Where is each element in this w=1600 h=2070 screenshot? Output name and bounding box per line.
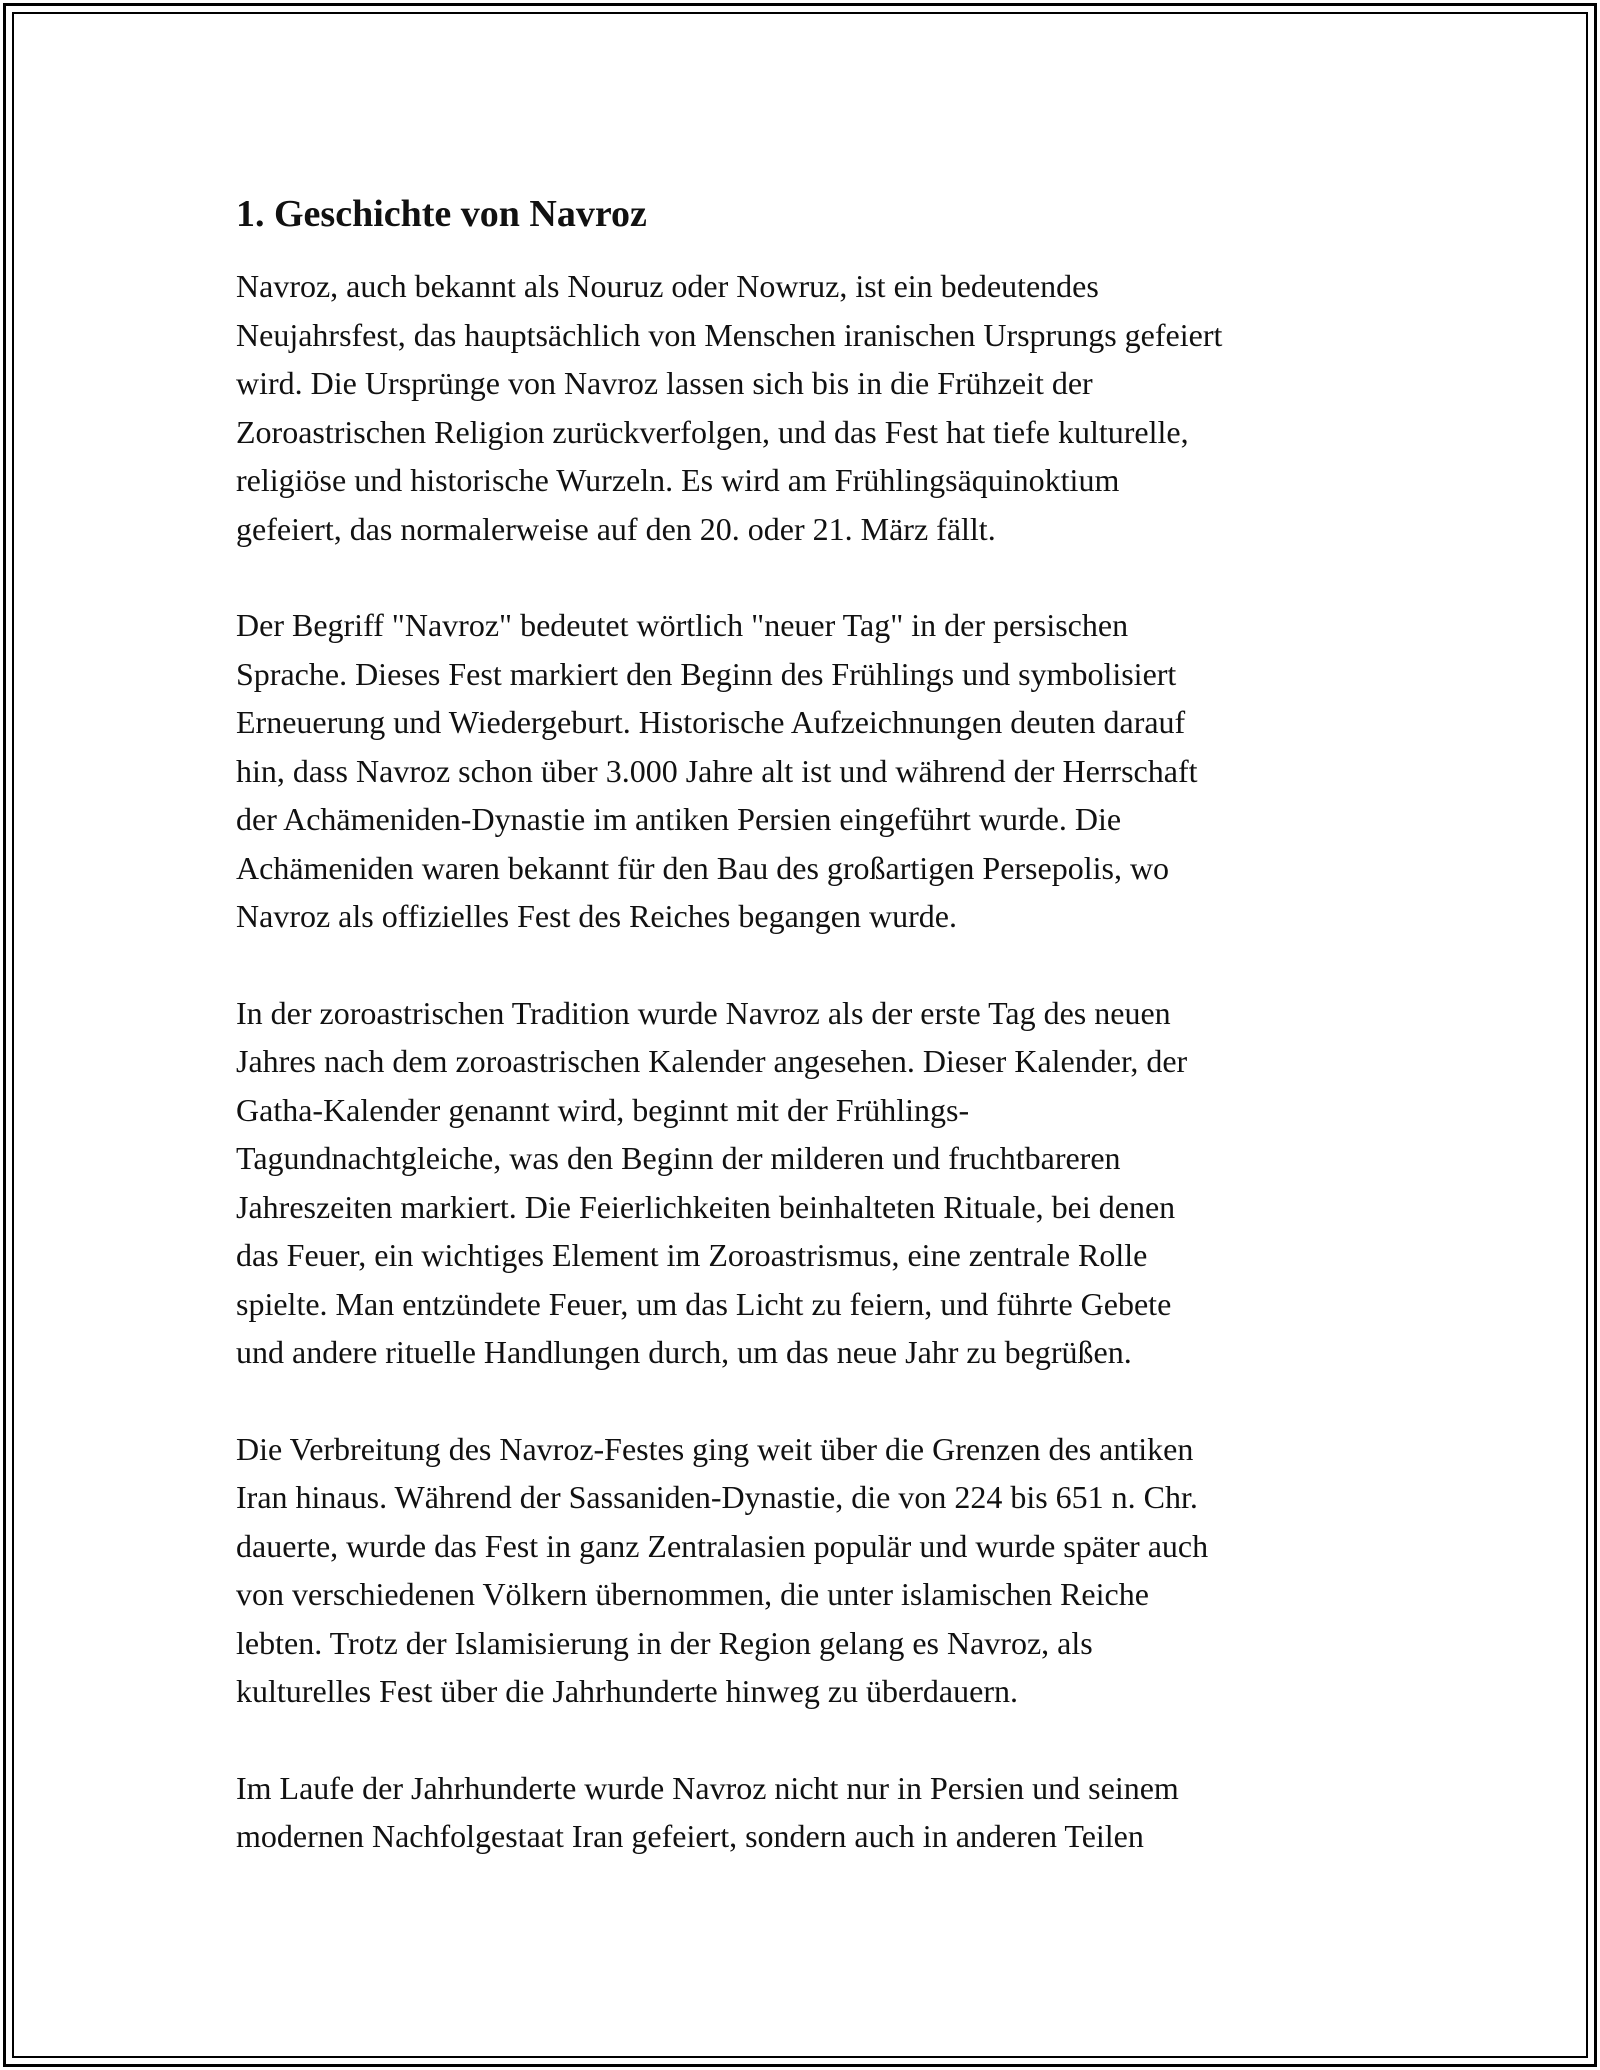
paragraph-centuries: Im Laufe der Jahrhunderte wurde Navroz nicht nur in Persien und seinem modernen Nachfolgestaat Iran gefeiert, sondern auch in anderen Teilen bbox=[236, 1769, 1179, 1854]
paragraph-meaning: Der Begriff "Navroz" bedeutet wörtlich "neuer Tag" in der persischen Sprache. Dieses Fest markiert den Beginn des Frühlings und symbolisiert Erneuerung und Wiedergeburt. Historische Aufzeichnungen deuten darauf hin, dass Navroz schon über 3.000 Jahre alt ist und während der Herrschaft der Achämeniden-Dynastie im antiken Persien eingeführt wurde. Die Achämeniden waren bekannt für den Bau des großartigen Persepolis, wo Navroz als offizielles Fest des Reiches begangen wurde. bbox=[236, 607, 1198, 934]
paragraph-spread: Die Verbreitung des Navroz-Festes ging weit über die Grenzen des antiken Iran hinaus. Während der Sassaniden-Dynastie, die von 224 bis 651 n. Chr. dauerte, wurde das Fest in ganz Zentralasien populär und wurde später auch von verschiedenen Völkern übernommen, die unter islamischen Reiche lebten. Trotz der Islamisierung in der Region gelang es Navroz, als kulturelles Fest über die Jahrhunderte hinweg zu überdauern. bbox=[236, 1430, 1209, 1709]
paragraph-origins: Navroz, auch bekannt als Nouruz oder Nowruz, ist ein bedeutendes Neujahrsfest, das hauptsächlich von Menschen iranischen Ursprungs gefeiert wird. Die Ursprünge von Navroz lassen sich bis in die Frühzeit der Zoroastrischen Religion zurückverfolgen, und das Fest hat tiefe kulturelle, religiöse und historische Wurzeln. Es wird am Frühlingsäquinoktium gefeiert, das normalerweise auf den 20. oder 21. März fällt. bbox=[236, 268, 1223, 547]
paragraph-zoroastrian-tradition: In der zoroastrischen Tradition wurde Navroz als der erste Tag des neuen Jahres nach dem zoroastrischen Kalender angesehen. Dieser Kalender, der Gatha-Kalender genannt wird, beginnt mit der Frühlings- Tagundnachtgleiche, was den Beginn der milderen und fruchtbareren Jahreszeiten markiert. Die Feierlichkeiten beinhalteten Rituale, bei denen das Feuer, ein wichtiges Element im Zoroastrismus, eine zentrale Rolle spielte. Man entzündete Feuer, um das Licht zu feiern, und führte Gebete und andere rituelle Handlungen durch, um das neue Jahr zu begrüßen. bbox=[236, 994, 1188, 1370]
section-heading: 1. Geschichte von Navroz bbox=[236, 193, 647, 235]
document-body bbox=[236, 186, 1366, 1909]
